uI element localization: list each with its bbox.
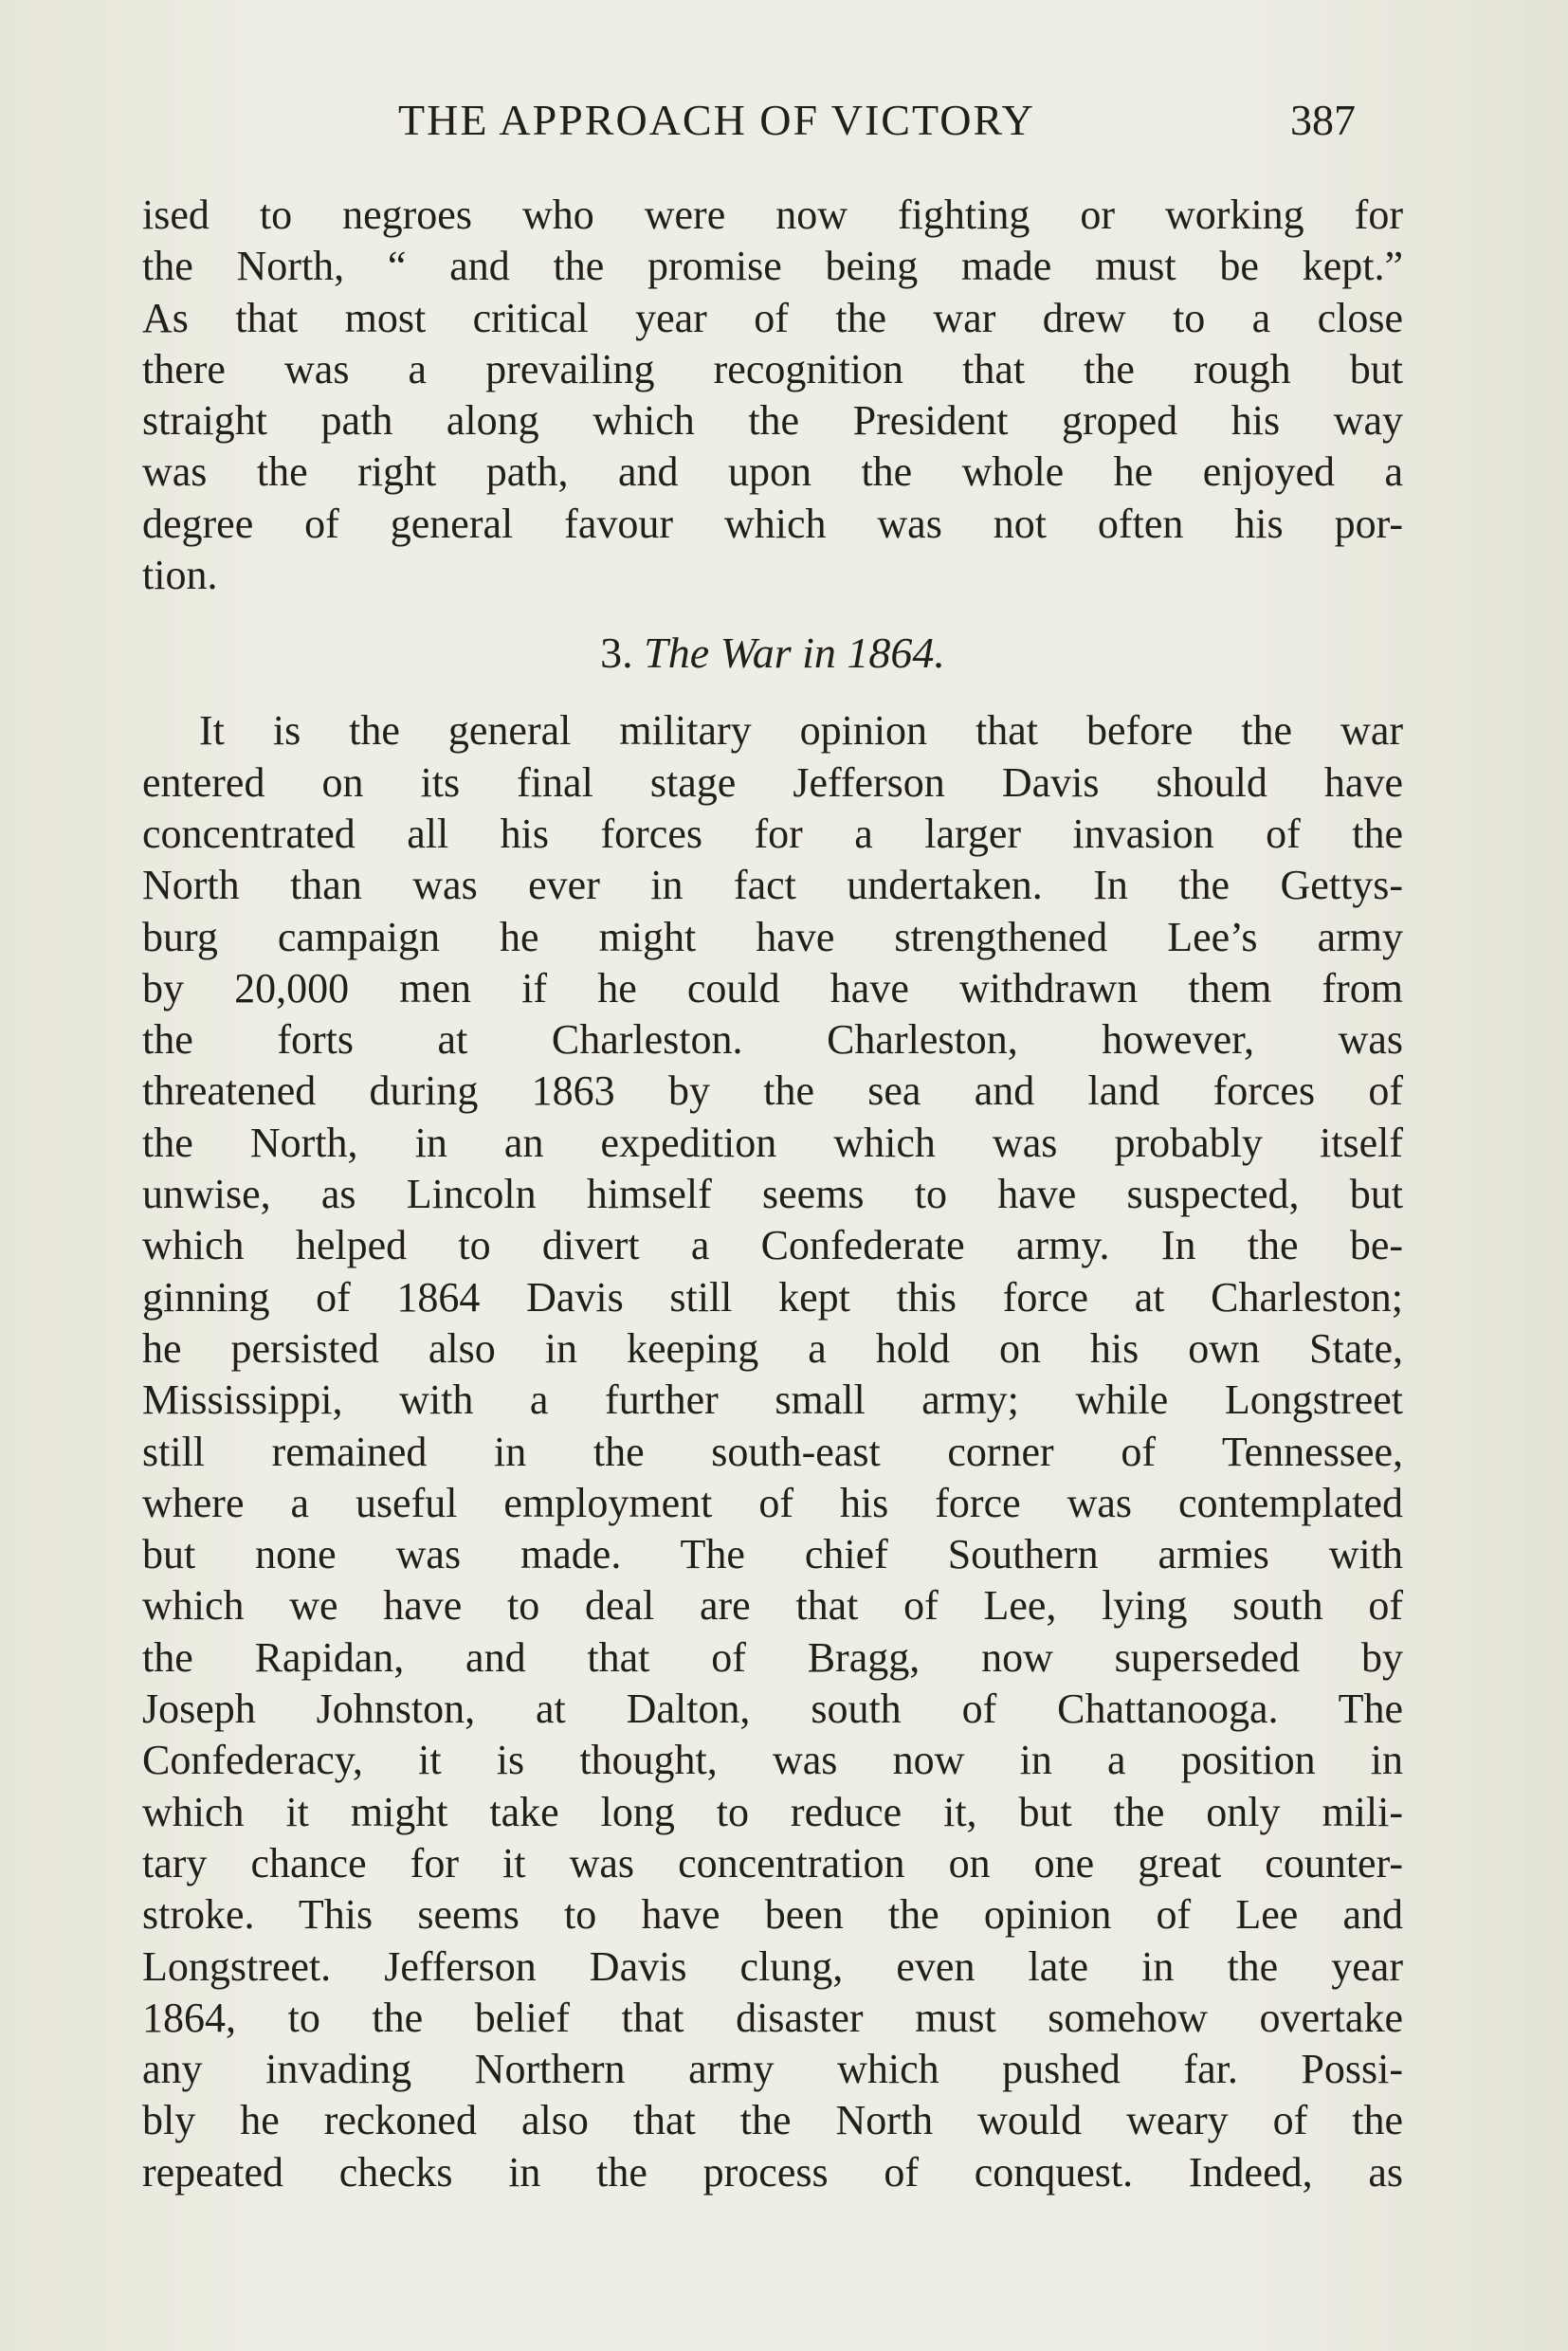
text-line: threatened during 1863 by the sea and land forces of [142, 1067, 1403, 1115]
text-line: burg campaign he might have strengthened Lee’s army [142, 913, 1403, 960]
section-number: 3. [600, 629, 633, 678]
text-line: repeated checks in the process of conquest. Indeed, as [142, 2148, 1403, 2196]
section-title: The War in 1864. [644, 629, 945, 678]
text-line: there was a prevailing recognition that the rough but [142, 345, 1403, 392]
section-heading [142, 601, 1403, 705]
text-line: Confederacy, it is thought, was now in a position in [142, 1737, 1403, 1784]
text-line: which helped to divert a Confederate army. In the be- [142, 1222, 1403, 1269]
body-text [142, 190, 1403, 2198]
text-line: which we have to deal are that of Lee, lying south of [142, 1582, 1403, 1630]
text-line: the forts at Charleston. Charleston, however, was [142, 1016, 1403, 1064]
text-line: 1864, to the belief that disaster must somehow overtake [142, 1994, 1403, 2041]
paragraph-1 [142, 190, 1403, 601]
text-line: by 20,000 men if he could have withdrawn them from [142, 964, 1403, 1011]
text-line: the North, in an expedition which was probably itself [142, 1119, 1403, 1166]
text-line: where a useful employment of his force was contemplated [142, 1479, 1403, 1526]
text-line: ised to negroes who were now fighting or working for [142, 191, 1403, 238]
text-line: but none was made. The chief Southern armies with [142, 1531, 1403, 1578]
text-line: was the right path, and upon the whole he enjoyed a [142, 448, 1403, 496]
text-line: unwise, as Lincoln himself seems to have suspected, but [142, 1171, 1403, 1218]
running-head [142, 95, 1375, 152]
text-line: any invading Northern army which pushed far. Possi- [142, 2046, 1403, 2093]
text-line: It is the general military opinion that before the war [199, 707, 1403, 755]
text-line: tary chance for it was concentration on one great counter- [142, 1839, 1403, 1886]
text-line: entered on its final stage Jefferson Davis should have [142, 758, 1403, 806]
text-line: stroke. This seems to have been the opinion of Lee and [142, 1891, 1403, 1939]
text-line: concentrated all his forces for a larger invasion of the [142, 810, 1403, 857]
text-line: As that most critical year of the war drew to a close [142, 294, 1403, 341]
text-line: the Rapidan, and that of Bragg, now superseded by [142, 1633, 1403, 1681]
text-line: he persisted also in keeping a hold on his own State, [142, 1324, 1403, 1372]
text-line: tion. [142, 552, 218, 599]
text-line: North than was ever in fact undertaken. In the Gettys- [142, 862, 1403, 909]
text-line: Joseph Johnston, at Dalton, south of Chattanooga. The [142, 1686, 1403, 1733]
text-line: straight path along which the President groped his way [142, 397, 1403, 445]
text-line: bly he reckoned also that the North would weary of the [142, 2097, 1403, 2144]
text-line: still remained in the south-east corner of Tennessee, [142, 1428, 1403, 1475]
paragraph-2 [142, 705, 1403, 2198]
text-line: Longstreet. Jefferson Davis clung, even late in the year [142, 1942, 1403, 1990]
running-title: THE APPROACH OF VICTORY [398, 96, 1035, 144]
text-line: which it might take long to reduce it, but the only mili- [142, 1788, 1403, 1835]
text-line: degree of general favour which was not often his por- [142, 500, 1403, 547]
text-line: ginning of 1864 Davis still kept this force at Charleston; [142, 1273, 1403, 1321]
text-line: the North, “ and the promise being made must be kept.” [142, 243, 1403, 290]
text-line: Mississippi, with a further small army; while Longstreet [142, 1376, 1403, 1424]
page-number: 387 [1290, 96, 1356, 144]
